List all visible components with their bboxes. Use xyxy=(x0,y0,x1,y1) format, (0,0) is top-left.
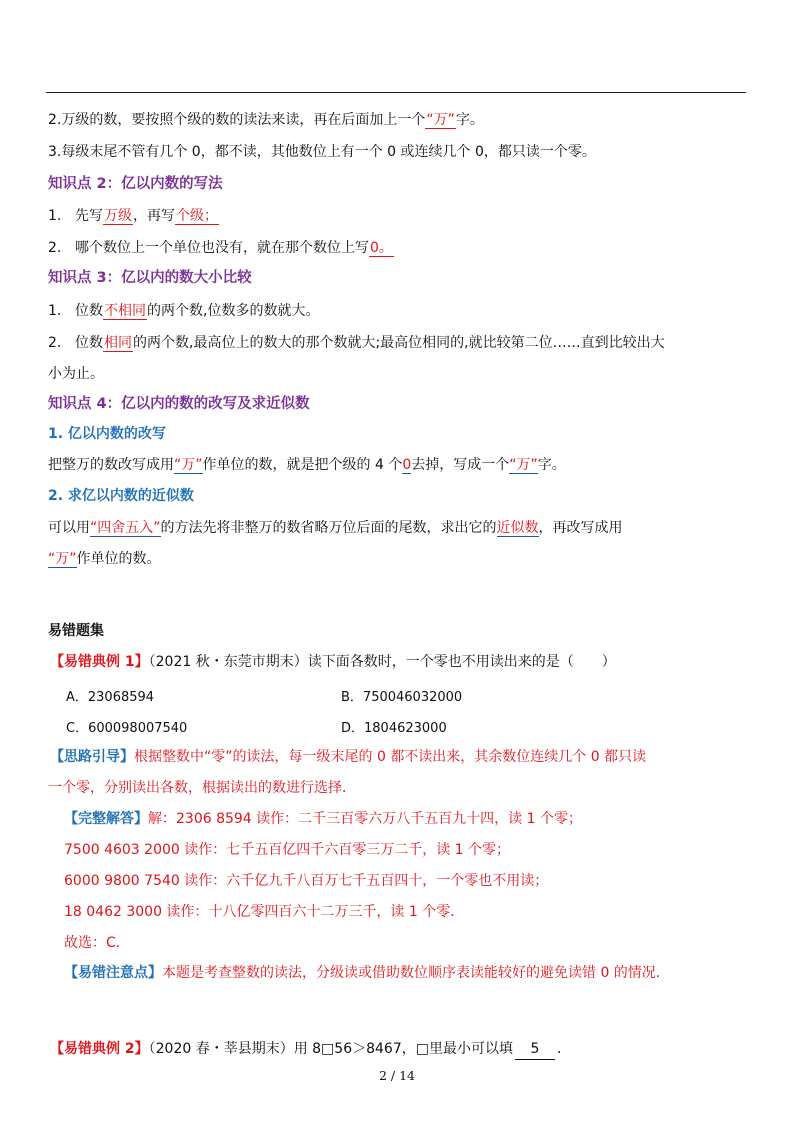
item-number: 1. xyxy=(48,208,62,224)
guide-line-1 xyxy=(50,747,646,767)
example-1-text: （2021 秋・东莞市期末）读下面各数时，一个零也不用读出来的是（ ） xyxy=(148,654,616,670)
example-2-tag: 【易错典例 2】 xyxy=(50,1041,149,1057)
example-2-question xyxy=(50,1039,571,1060)
answer-wan: “万” xyxy=(48,551,77,567)
option-d: D．1804623000 xyxy=(341,721,447,736)
para-text: 字。 xyxy=(537,457,566,473)
note-tag: 【易错注意点】 xyxy=(64,965,162,981)
answer-wan: “万” xyxy=(426,112,455,128)
kp4-title: 知识点 4：亿以内的数的改写及求近似数 xyxy=(48,396,310,412)
guide-line-2: 一个零，分别读出各数，根据读出的数进行选择． xyxy=(48,780,356,796)
item-text: 的两个数,最高位上的数大的那个数就大;最高位相同的,就比较第二位……直到比较出大 xyxy=(133,335,665,351)
kp4-subtitle-2: 2. 求亿以内数的近似数 xyxy=(48,488,194,504)
option-b: B．750046032000 xyxy=(341,690,463,705)
answer-text: 解：2306 8594 读作：二千三百零六万八千五百九十四，读 1 个零； xyxy=(148,811,582,827)
kp4-para-2-cont xyxy=(48,549,161,569)
example-1-question xyxy=(50,652,616,672)
rule-3-text: 3.每级末尾不管有几个 0，都不读，其他数位上有一个 0 或连续几个 0，都只读一个零。 xyxy=(48,144,596,160)
kp3-title: 知识点 3：亿以内的数大小比较 xyxy=(48,270,252,286)
item-number: 1. xyxy=(48,303,62,319)
para-text: 可以用 xyxy=(48,520,90,536)
kp2-item-1 xyxy=(48,206,219,226)
rule-2-suffix: 字。 xyxy=(455,112,484,128)
answer-wan: “万” xyxy=(509,457,538,473)
answer-line-1 xyxy=(64,809,582,829)
answer-zero: 0。 xyxy=(370,240,393,256)
header-rule xyxy=(46,92,746,93)
answer-butongtong: 不相同 xyxy=(104,303,146,319)
para-text: 作单位的数。 xyxy=(76,551,161,567)
rule-3-line xyxy=(48,142,596,162)
note-text: 本题是考查整数的读法，分级读或借助数位顺序表读能较好的避免读错 0 的情况． xyxy=(162,965,670,981)
para-text: 作单位的数，就是把个级的 4 个 xyxy=(202,457,403,473)
item-text: ，再写 xyxy=(133,208,175,224)
kp4-subtitle-1: 1. 亿以内数的改写 xyxy=(48,426,166,442)
kp4-para-1 xyxy=(48,455,566,475)
rule-2-text: 2.万级的数，要按照个级的数的读法来读，再在后面加上一个 xyxy=(48,112,426,128)
example-2-text: （2020 春・莘县期末）用 8□56＞8467，□里最小可以填 xyxy=(148,1041,513,1057)
kp3-item-1 xyxy=(48,301,319,321)
errors-heading: 易错题集 xyxy=(48,623,104,639)
answer-xiangtong: 相同 xyxy=(104,335,132,351)
answer-line-3: 6000 9800 7540 读作：六千亿九千八百万七千五百四十，一个零也不用读； xyxy=(64,873,549,889)
guide-text: 根据整数中“零”的读法，每一级末尾的 0 都不读出来，其余数位连续几个 0 都只读 xyxy=(134,749,647,765)
option-a: A．23068594 xyxy=(66,690,155,705)
item-number: 2. xyxy=(48,240,62,256)
kp2-item-2 xyxy=(48,238,394,258)
kp3-item-2-cont: 小为止。 xyxy=(48,366,104,382)
para-text: 去掉，写成一个 xyxy=(411,457,510,473)
item-text: 位数 xyxy=(75,303,103,319)
kp3-item-2 xyxy=(48,333,665,353)
para-text: 把整万的数改写成用 xyxy=(48,457,174,473)
answer-jinsishu: 近似数 xyxy=(496,520,539,536)
example-1-tag: 【易错典例 1】 xyxy=(50,654,149,670)
rule-2-line xyxy=(48,110,484,130)
kp2-title: 知识点 2：亿以内数的写法 xyxy=(48,176,223,192)
answer-line-2: 7500 4603 2000 读作：七千五百亿四千六百零三万二千，读 1 个零； xyxy=(64,842,511,858)
answer-line-4: 18 0462 3000 读作：十八亿零四百六十二万三千，读 1 个零． xyxy=(64,904,465,920)
option-c: C．600098007540 xyxy=(66,721,188,736)
kp4-para-2 xyxy=(48,518,623,538)
answer-zero: 0 xyxy=(402,457,412,473)
note-line xyxy=(64,963,670,983)
item-text: 先写 xyxy=(75,208,103,224)
para-text: ，再改写成用 xyxy=(538,520,623,536)
para-text: 的方法先将非整万的数省略万位后面的尾数，求出它的 xyxy=(160,520,497,536)
answer-wanji: 万级 xyxy=(104,208,132,224)
answer-blank: 5 xyxy=(515,1039,555,1060)
answer-tag: 【完整解答】 xyxy=(64,811,148,827)
item-text: 位数 xyxy=(75,335,103,351)
answer-line-5: 故选：C． xyxy=(64,935,130,951)
answer-wan: “万” xyxy=(174,457,203,473)
item-text: 的两个数,位数多的数就大。 xyxy=(147,303,320,319)
page-number: 2 / 14 xyxy=(378,1068,416,1083)
answer-sishewuru: “四舍五入” xyxy=(90,520,161,536)
example-2-end: ． xyxy=(556,1041,571,1057)
guide-tag: 【思路引导】 xyxy=(50,749,134,765)
item-text: 哪个数位上一个单位也没有，就在那个数位上写 xyxy=(75,240,369,256)
answer-geji: 个级； xyxy=(176,208,218,224)
item-number: 2. xyxy=(48,335,62,351)
